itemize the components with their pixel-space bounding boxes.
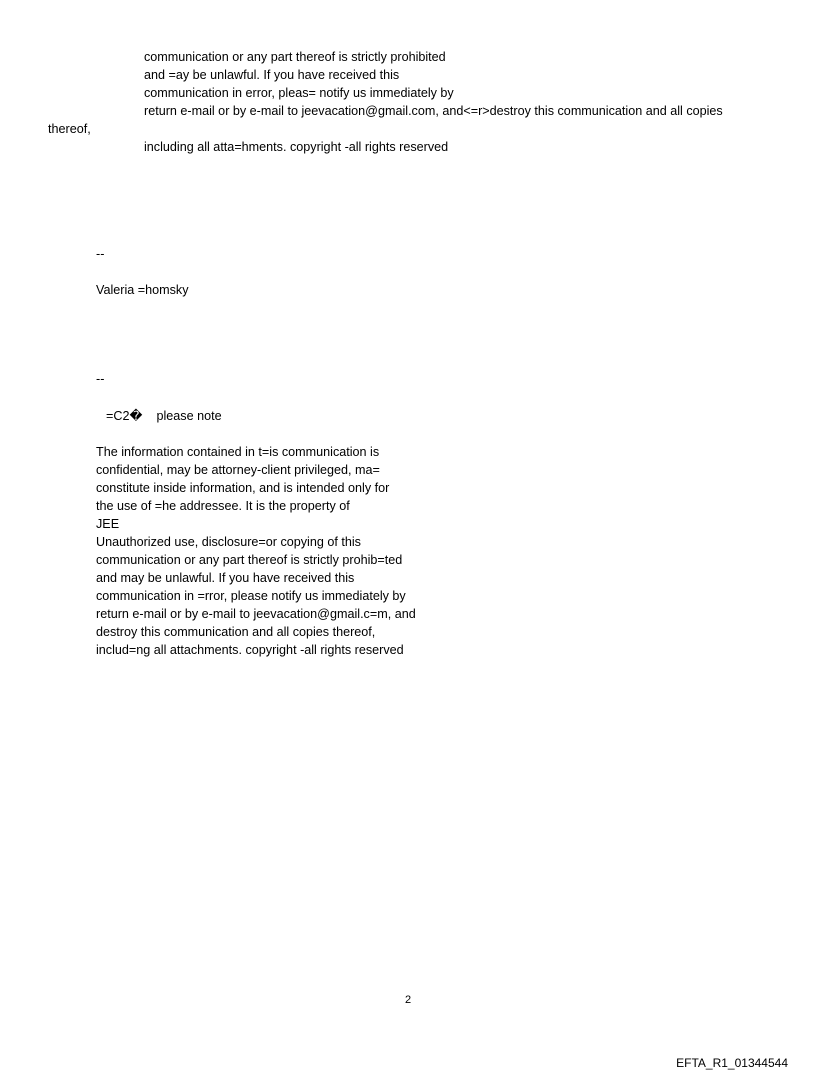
first-block-line-1: communication or any part thereof is strictly prohibited: [144, 50, 446, 64]
signature-separator-2: --: [96, 372, 105, 386]
first-block-line-3: communication in error, pleas= notify us immediately by: [144, 86, 454, 100]
second-block-line-7: communication or any part thereof is strictly prohib=ted: [96, 553, 403, 567]
second-block-line-12: includ=ng all attachments. copyright -all rights reserved: [96, 643, 404, 657]
second-block-line-11: destroy this communication and all copies thereof,: [96, 625, 376, 639]
note-heading: [106, 407, 222, 425]
note-prefix: =C2: [106, 409, 130, 423]
first-block-line-2: and =ay be unlawful. If you have received this: [144, 68, 400, 82]
replacement-char-icon: �: [129, 409, 143, 423]
first-block-line-6: including all atta=hments. copyright -all rights reserved: [144, 140, 449, 154]
second-block-line-2: confidential, may be attorney-client privileged, ma=: [96, 463, 380, 477]
first-block-line-4: return e-mail or by e-mail to jeevacation@gmail.com, and<=r>destroy this communication and all copies: [144, 104, 723, 118]
second-block-line-8: and may be unlawful. If you have received this: [96, 571, 355, 585]
signature-name: Valeria =homsky: [96, 283, 189, 297]
note-label: please note: [156, 409, 222, 423]
document-id: EFTA_R1_01344544: [676, 1056, 788, 1070]
second-block-line-6: Unauthorized use, disclosure=or copying of this: [96, 535, 361, 549]
second-block-line-5: JEE: [96, 517, 120, 531]
second-block-line-1: The information contained in t=is communication is: [96, 445, 380, 459]
signature-separator: --: [96, 247, 105, 261]
second-block-line-4: the use of =he addressee. It is the property of: [96, 499, 350, 513]
first-block-line-5: thereof,: [48, 122, 91, 136]
second-block-line-9: communication in =rror, please notify us immediately by: [96, 589, 406, 603]
page-number: 2: [404, 994, 412, 1006]
second-block-line-10: return e-mail or by e-mail to jeevacation@gmail.c=m, and: [96, 607, 416, 621]
second-block-line-3: constitute inside information, and is intended only for: [96, 481, 390, 495]
